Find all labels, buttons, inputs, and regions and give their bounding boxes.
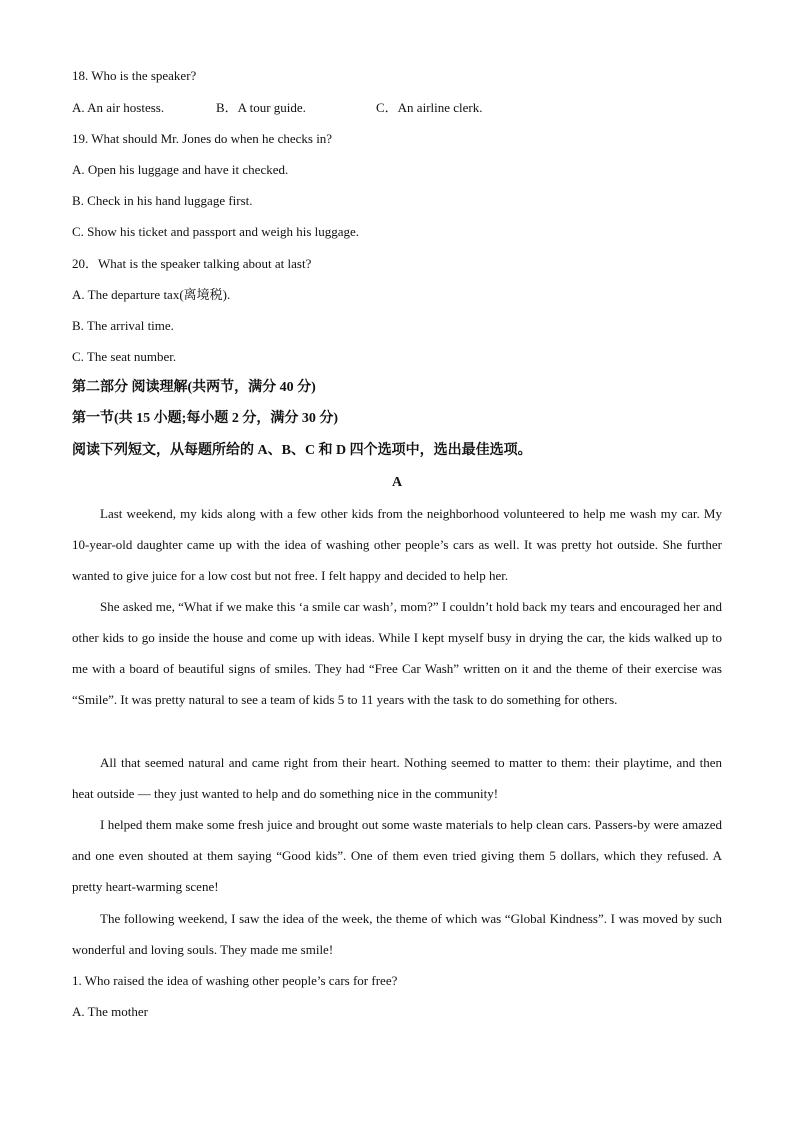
question-18-options [72,100,483,116]
passage-paragraph-4: I helped them make some fresh juice and brought out some waste materials to help clean cars. Passers-by were amazed and one even shouted at them saying “Good kids”. One of them even tried giving them 5 dollars, which they refused. A pretty heart-warming scene! [72,817,722,894]
q1-option-a: A. The mother [72,1004,148,1019]
question-1-stem: 1. Who raised the idea of washing other people’s cars for free? [72,973,398,988]
q19-option-a: A. Open his luggage and have it checked. [72,162,289,177]
q18-option-a: A. An air hostess. [72,100,165,115]
question-18-stem: 18. Who is the speaker? [72,68,197,83]
section-title: 第一节(共 15 小题;每小题 2 分，满分 30 分) [72,411,338,426]
passage-label: A [391,475,403,490]
q19-option-b: B. Check in his hand luggage first. [72,193,253,208]
passage-paragraph-1: Last weekend, my kids along with a few other kids from the neighborhood volunteered to help me wash my car. My 10-year-old daughter came up with the idea of washing other people’s cars as well. It was pretty hot outside. She further wanted to give juice for a low cost but not free. I felt happy and decided to help her. [72,506,722,583]
q18-option-b: B．A tour guide. [216,100,306,115]
question-20-stem: 20．What is the speaker talking about at last? [72,256,312,271]
passage-paragraph-2: She asked me, “What if we make this ‘a smile car wash’, mom?” I couldn’t hold back my tears and encouraged her and other kids to go inside the house and come up with ideas. While I kept myself busy in drying the car, the kids walked up to me with a board of beautiful signs of smiles. They had “Free Car Wash” written on it and the theme of their exercise was “Smile”. It was pretty natural to see a team of kids 5 to 11 years with the task to do something for others. [72,599,722,707]
q19-option-c: C. Show his ticket and passport and weigh his luggage. [72,224,360,239]
passage-paragraph-3: All that seemed natural and came right from their heart. Nothing seemed to matter to them: their playtime, and then heat outside — they just wanted to help and do something nice in the community! [72,755,722,801]
q20-option-c: C. The seat number. [72,349,177,364]
part-title: 第二部分 阅读理解(共两节，满分 40 分) [72,380,316,395]
q20-option-b: B. The arrival time. [72,318,174,333]
q18-option-c: C．An airline clerk. [376,100,483,115]
question-19-stem: 19. What should Mr. Jones do when he checks in? [72,131,333,146]
section-instruction: 阅读下列短文，从每题所给的 A、B、C 和 D 四个选项中，选出最佳选项。 [72,443,532,458]
passage-paragraph-5: The following weekend, I saw the idea of the week, the theme of which was “Global Kindness”. I was moved by such wonderful and loving souls. They made me smile! [72,911,722,957]
q20-option-a: A. The departure tax(离境税). [72,287,231,302]
